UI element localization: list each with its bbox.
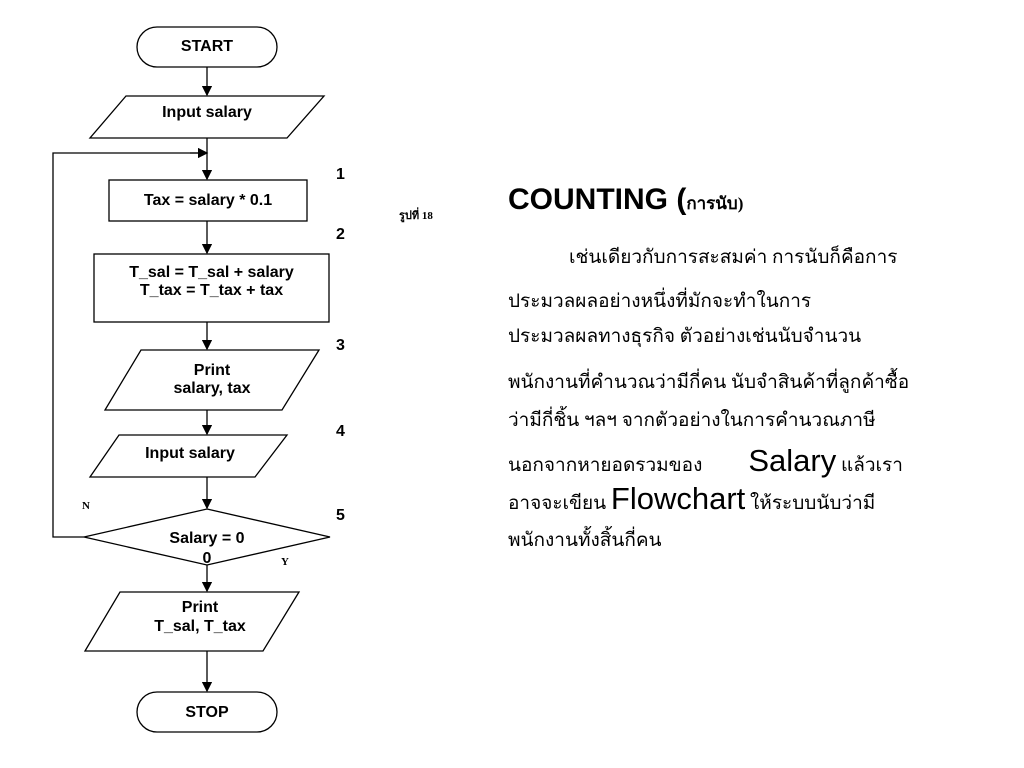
paragraph-line-6-end: แล้วเรา — [836, 455, 903, 476]
step-number-4: 4 — [336, 423, 345, 440]
totals-label-1: T_sal = T_sal + salary — [129, 264, 294, 281]
paragraph-line-7-start: อาจจะเขียน — [508, 493, 611, 514]
stop-label: STOP — [185, 704, 229, 721]
print-1-label-1: Print — [193, 362, 231, 379]
branch-no-label: N — [82, 500, 90, 512]
paragraph-line-5: ว่ามีกี่ชิ้น ฯลฯ จากตัวอย่างในการคำนวณภาษี — [508, 410, 876, 431]
step-number-3: 3 — [336, 337, 345, 354]
input-salary-1-label: Input salary — [162, 104, 252, 121]
step-number-5: 5 — [336, 507, 345, 524]
decision-label-1: Salary = 0 — [169, 530, 245, 547]
totals-label-2: T_tax = T_tax + tax — [139, 282, 284, 299]
branch-yes-label: Y — [281, 556, 289, 568]
loop-back-connector — [53, 153, 207, 537]
paragraph-line-3: ประมวลผลทางธุรกิจ ตัวอย่างเช่นนับจำนวน — [508, 326, 862, 347]
paragraph-line-7 — [508, 481, 875, 518]
print-1-label-2: salary, tax — [173, 380, 251, 397]
salary-term: Salary — [748, 443, 837, 478]
decision-label-2: 0 — [202, 550, 212, 567]
input-salary-2-label: Input salary — [145, 445, 235, 462]
paragraph-line-6-start: นอกจากหายอดรวมของ — [508, 455, 703, 476]
paragraph-line-7-end: ให้ระบบนับว่ามี — [745, 493, 876, 514]
figure-label: รูปที่ 18 — [399, 210, 433, 222]
paragraph-line-8: พนักงานทั้งสิ้นกี่คน — [508, 530, 662, 551]
flowchart-term: Flowchart — [610, 481, 746, 516]
paragraph-line-4: พนักงานที่คำนวณว่ามีกี่คน นับจำสินค้าที่ลูกค้าซื้อ — [508, 372, 910, 393]
print-2-label-1: Print — [181, 599, 219, 616]
print-2-label-2: T_sal, T_tax — [154, 618, 246, 635]
heading-english: COUNTING ( — [508, 183, 687, 216]
step-number-1: 1 — [336, 166, 345, 183]
paragraph-line-6 — [508, 443, 903, 480]
step-number-2: 2 — [336, 226, 345, 243]
section-heading — [508, 183, 743, 217]
start-label: START — [180, 38, 234, 55]
tax-label: Tax = salary * 0.1 — [143, 192, 273, 209]
paragraph-line-2: ประมวลผลอย่างหนึ่งที่มักจะทำในการ — [508, 291, 812, 312]
heading-thai: การนับ) — [686, 194, 744, 213]
paragraph-line-1: เช่นเดียวกับการสะสมค่า การนับก็คือการ — [569, 247, 898, 268]
